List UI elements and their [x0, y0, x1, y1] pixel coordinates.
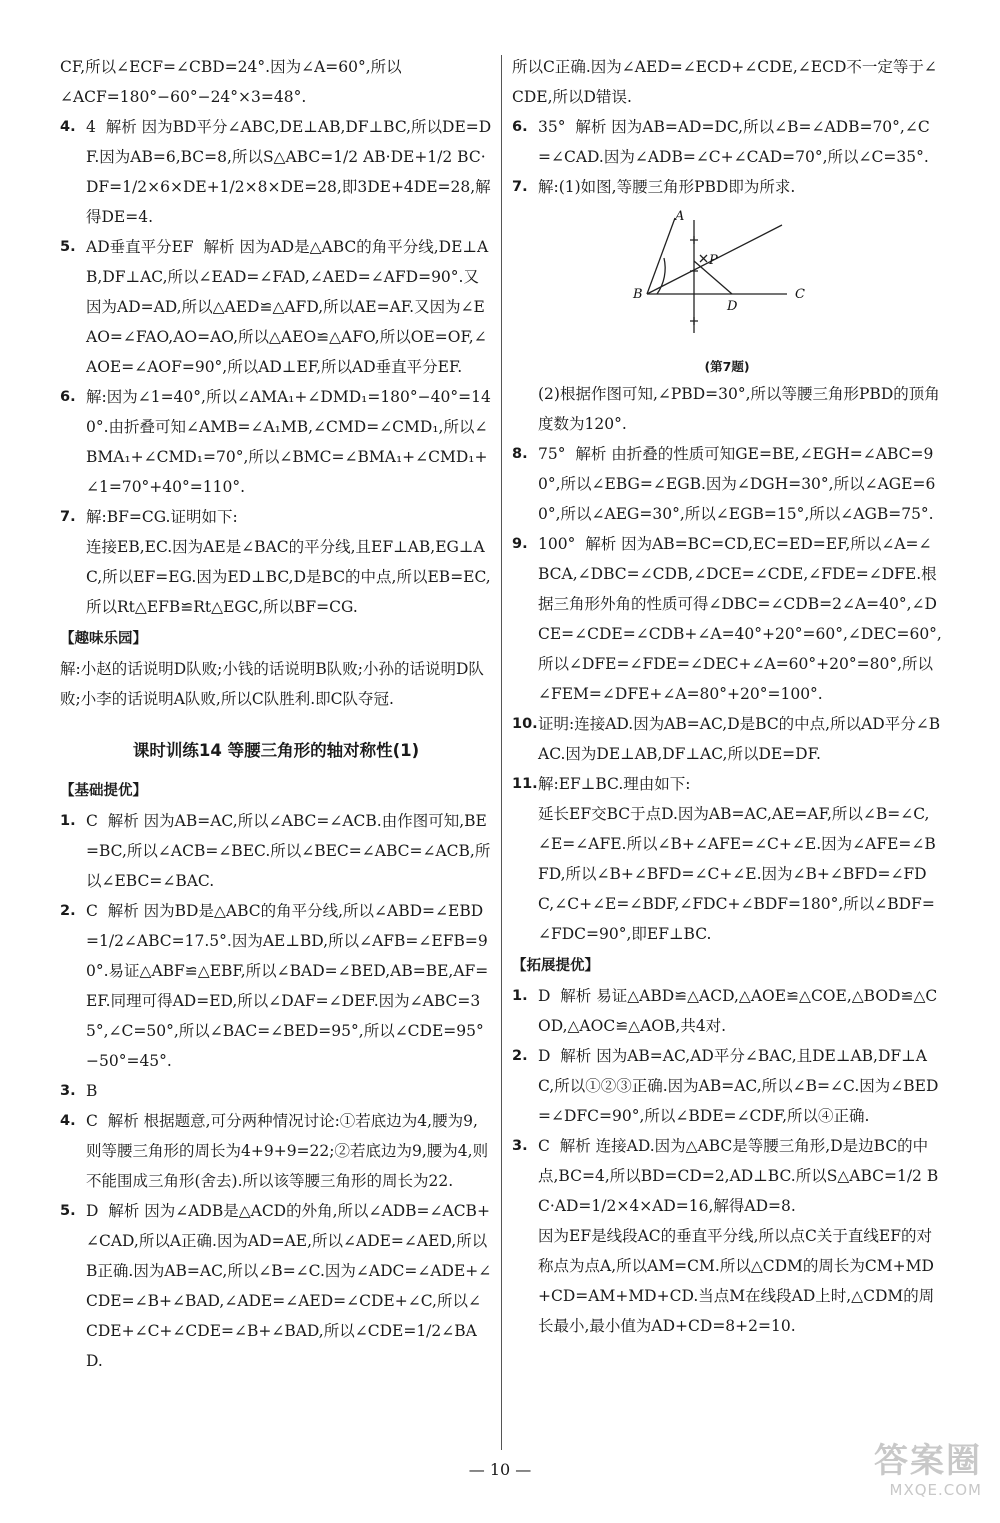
label-p: P	[709, 253, 718, 268]
basic-item-1: 1. C 解析 因为AB=AC,所以∠ABC=∠ACB.由作图可知,BE=BC,所以∠ACB=∠BEC.所以∠BEC=∠ABC=∠ACB,所以∠EBC=∠BAC.	[60, 812, 491, 890]
basic-item-8: 8. 75° 解析 由折叠的性质可知GE=BE,∠EGH=∠ABC=90°,所以∠EBG=∠EGB.因为∠DGH=30°,所以∠AGE=60°,所以∠AEG=30°,所以∠EGB=15°,所以∠AGB=75°.	[512, 445, 936, 523]
basic-item-6: 6. 35° 解析 因为AB=AD=DC,所以∠B=∠ADB=70°,∠C=∠CAD.因为∠ADB=∠C+∠CAD=70°,所以∠C=35°.	[512, 118, 930, 166]
column-divider	[501, 55, 502, 1450]
basic-section-heading: 【基础提优】	[60, 783, 147, 799]
label-c: C	[795, 287, 805, 302]
ext-item-3: 3. C 解析 连接AD.因为△ABC是等腰三角形,D是边BC的中点,BC=4,所以BD=CD=2,AD⊥BC.所以S△ABC=1/2 BC·AD=1/2×4×AD=16,解得AD=8.	[512, 1137, 939, 1215]
basic-item-9: 9. 100° 解析 因为AB=BC=CD,EC=ED=EF,所以∠A=∠BCA,∠DBC=∠CDB,∠DCE=∠CDE,∠FDE=∠DFE.根据三角形外角的性质可得∠DBC=∠CDB=2∠A=40°,∠DCE=∠CDE=∠CDB+∠A=40°+20°=60°,∠DEC=60°,所以∠DFE=∠FDE=∠DEC+∠A=60°+20°=80°,所以∠FEM=∠DFE+∠A=80°+20°=100°.	[512, 535, 942, 703]
left-item-5: 5. AD垂直平分EF 解析 因为AD是△ABC的角平分线,DE⊥AB,DF⊥AC,所以∠EAD=∠FAD,∠AED=∠AFD=90°.又因为AD=AD,所以△AED≌△AFD,所以AE=AF.又因为∠EAO=∠FAO,AO=AO,所以△AEO≌△AFO,所以OE=OF,∠AOE=∠AOF=90°,所以AD⊥EF,所以AD垂直平分EF.	[60, 238, 489, 376]
left-line-2: ∠ACF=180°−60°−24°×3=48°.	[60, 88, 307, 106]
ext-item-1: 1. D 解析 易证△ABD≌△ACD,△AOE≌△COE,△BOD≌△COD,△AOC≌△AOB,共4对.	[512, 987, 938, 1035]
right-column	[512, 52, 942, 1341]
label-b: B	[633, 287, 643, 302]
basic-item-11: 11. 解:EF⊥BC.理由如下:	[512, 775, 691, 793]
tick-upper	[690, 236, 698, 244]
label-d: D	[727, 299, 738, 314]
watermark-url: MXQE.COM	[889, 1481, 982, 1499]
fun-section-text: 解:小赵的话说明D队败;小钱的话说明B队败;小孙的话说明D队败;小李的话说明A队败,所以C队胜利.即C队夺冠.	[60, 660, 484, 708]
item-7-part-2: (2)根据作图可知,∠PBD=30°,所以等腰三角形PBD的顶角度数为120°.	[538, 385, 940, 433]
tick-lower	[690, 317, 698, 325]
left-item-7: 7. 解:BF=CG.证明如下:	[60, 508, 238, 526]
ext-item-3-cont: 因为EF是线段AC的垂直平分线,所以点C关于直线EF的对称点为点A,所以AM=CM.所以△CDM的周长为CM+MD+CD=AM+MD+CD.当点M在线段AD上时,△CDM的周长最小,最小值为AD+CD=8+2=10.	[538, 1227, 935, 1335]
right-line-1: 所以C正确.因为∠AED=∠ECD+∠CDE,∠ECD不一定等于∠CDE,所以D错误.	[512, 58, 937, 106]
item-11-proof: 延长EF交BC于点D.因为AB=AC,AE=AF,所以∠B=∠C,∠E=∠AFE.所以∠B+∠AFE=∠C+∠E.因为∠AFE=∠BFD,所以∠B+∠BFD=∠C+∠E.因为∠B+∠BFD=∠FDC,∠C+∠E=∠BDF,∠FDC+∠BDF=180°,所以∠BDF=∠FDC=90°,即EF⊥BC.	[538, 805, 936, 943]
point-p-mark	[700, 255, 707, 262]
left-column	[60, 52, 492, 1376]
left-line-1: CF,所以∠ECF=∠CBD=24°.因为∠A=60°,所以	[60, 58, 402, 76]
basic-item-3: 3. B	[60, 1082, 98, 1100]
figure-caption: (第7题)	[704, 359, 750, 374]
fun-section-heading: 【趣味乐园】	[60, 631, 147, 647]
watermark-logo: 答案圈	[874, 1441, 982, 1481]
left-item-6: 6. 解:因为∠1=40°,所以∠AMA₁+∠DMD₁=180°−40°=140°.由折叠可知∠AMB=∠A₁MB,∠CMD=∠CMD₁,所以∠BMA₁+∠CMD₁=70°,所以∠BMC=∠BMA₁+∠CMD₁+∠1=70°+40°=110°.	[60, 388, 491, 496]
ray-ba	[647, 218, 675, 294]
basic-item-10: 10. 证明:连接AD.因为AB=AC,D是BC的中点,所以AD平分∠BAC.因为DE⊥AB,DF⊥AC,所以DE=DF.	[512, 715, 941, 763]
construction-figure	[512, 208, 942, 377]
basic-item-4: 4. C 解析 根据题意,可分两种情况讨论:①若底边为4,腰为9,则等腰三角形的周长为4+9+9=22;②若底边为9,腰为4,则不能围成三角形(舍去).所以该等腰三角形的周长为22.	[60, 1112, 489, 1190]
basic-item-7: 7. 解:(1)如图,等腰三角形PBD即为所求.	[512, 178, 796, 196]
lesson-title: 课时训练14 等腰三角形的轴对称性(1)	[132, 741, 420, 760]
construction-diagram	[617, 208, 837, 353]
left-item-4: 4. 4 解析 因为BD平分∠ABC,DE⊥AB,DF⊥BC,所以DE=DF.因为AB=6,BC=8,所以S△ABC=1/2 AB·DE+1/2 BC·DF=1/2×6×DE+1/2×8×DE=28,即3DE+4DE=28,解得DE=4.	[60, 118, 492, 226]
watermark	[792, 1441, 982, 1511]
basic-item-5: 5. D 解析 因为∠ADB是△ACD的外角,所以∠ADB=∠ACB+∠CAD,所以A正确.因为AD=AE,所以∠ADE=∠AED,所以B正确.因为AB=AC,所以∠B=∠C.因为∠ADC=∠ADE+∠CDE=∠B+∠BAD,∠ADE=∠AED=∠CDE+∠C,所以∠CDE+∠C+∠CDE=∠B+∠BAD,所以∠CDE=1/2∠BAD.	[60, 1202, 492, 1370]
label-a: A	[675, 209, 685, 224]
left-item-7-proof: 连接EB,EC.因为AE是∠BAC的平分线,且EF⊥AB,EG⊥AC,所以EF=EG.因为ED⊥BC,D是BC的中点,所以EB=EC,所以Rt△EFB≌Rt△EGC,所以BF=CG.	[86, 538, 491, 616]
extension-section-heading: 【拓展提优】	[512, 958, 599, 974]
basic-item-2: 2. C 解析 因为BD是△ABC的角平分线,所以∠ABD=∠EBD=1/2∠ABC=17.5°.因为AE⊥BD,所以∠AFB=∠EFB=90°.易证△ABF≌△EBF,所以∠BAD=∠BED,AB=BE,AF=EF.同理可得AD=ED,所以∠DAF=∠DEF.因为∠ABC=35°,∠C=50°,所以∠BAC=∠BED=95°,所以∠CDE=95°−50°=45°.	[60, 902, 489, 1070]
page-number: — 10 —	[468, 1460, 532, 1479]
ext-item-2: 2. D 解析 因为AB=AC,AD平分∠BAC,且DE⊥AB,DF⊥AC,所以①②③正确.因为AB=AC,所以∠B=∠C.因为∠BED=∠DFC=90°,所以∠BDE=∠CDF,所以④正确.	[512, 1047, 939, 1125]
